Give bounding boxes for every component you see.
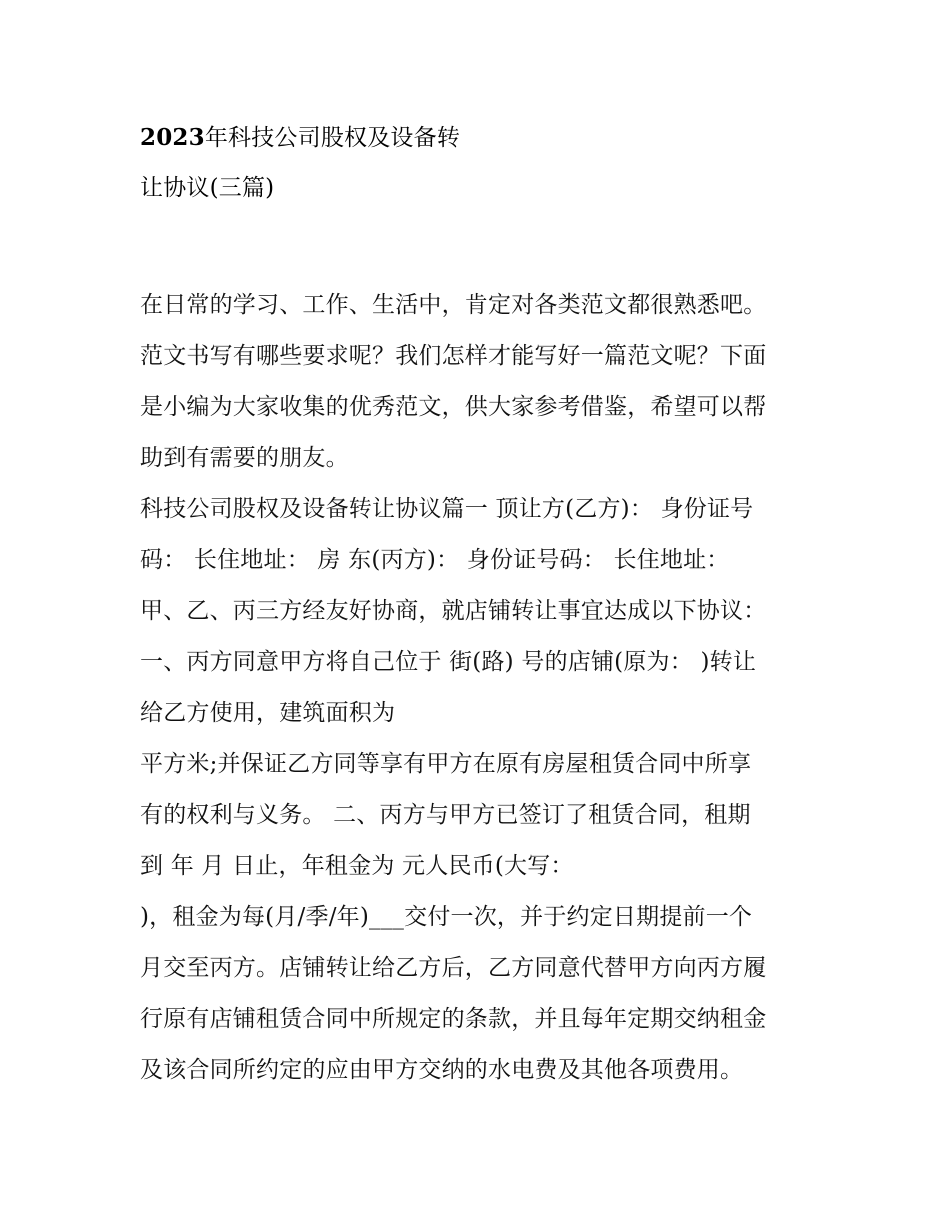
title-line-2: 让协议(三篇) <box>140 175 275 201</box>
text-line: 甲、乙、丙三方经友好协商，就店铺转让事宜达成以下协议： <box>140 598 767 624</box>
document-title <box>140 112 840 214</box>
text-line: 行原有店铺租赁合同中所规定的条款，并且每年定期交纳租金 <box>140 1006 767 1032</box>
text-line: 在日常的学习、工作、生活中，肯定对各类范文都很熟悉吧。 <box>140 292 767 318</box>
title-line-1-text: 年科技公司股权及设备转 <box>204 125 461 151</box>
title-year: 2023 <box>140 124 205 151</box>
text-line: 平方米;并保证乙方同等享有甲方在原有房屋租赁合同中所享 <box>140 751 752 777</box>
text-line: )，租金为每(月/季/年)___交付一次，并于约定日期提前一个 <box>140 904 753 930</box>
text-line: 一、丙方同意甲方将自己位于 街(路) 号的店铺(原为： )转让 <box>140 649 757 675</box>
text-line: 到 年 月 日止，年租金为 元人民币(大写： <box>140 853 574 879</box>
text-line: 科技公司股权及设备转让协议篇一 顶让方(乙方)： 身份证号 <box>140 496 754 522</box>
text-line: 有的权利与义务。 二、丙方与甲方已签订了租赁合同，租期 <box>140 802 751 828</box>
document-body <box>140 280 840 1096</box>
text-line: 是小编为大家收集的优秀范文，供大家参考借鉴，希望可以帮 <box>140 394 767 420</box>
text-line: 助到有需要的朋友。 <box>140 445 349 471</box>
text-line: 及该合同所约定的应由甲方交纳的水电费及其他各项费用。 <box>140 1057 744 1083</box>
text-line: 码： 长住地址： 房 东(丙方)： 身份证号码： 长住地址： <box>140 547 730 573</box>
text-line: 给乙方使用，建筑面积为 <box>140 700 396 726</box>
title-line-1 <box>140 112 840 163</box>
text-line: 范文书写有哪些要求呢？我们怎样才能写好一篇范文呢？下面 <box>140 343 767 369</box>
text-line: 月交至丙方。店铺转让给乙方后，乙方同意代替甲方向丙方履 <box>140 955 767 981</box>
